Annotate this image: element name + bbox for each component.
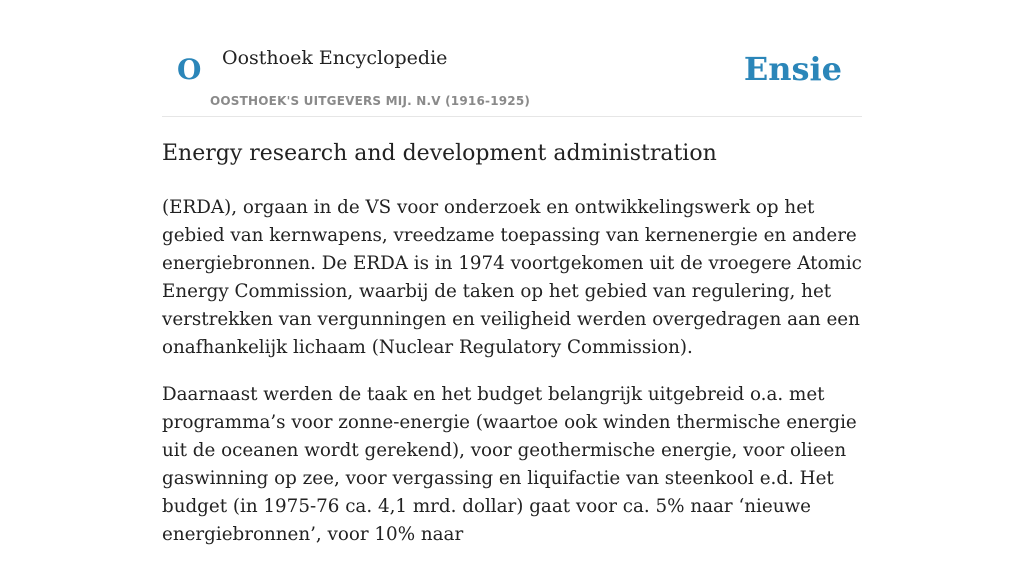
source-logo[interactable]: O <box>177 53 202 86</box>
article-content <box>162 138 862 568</box>
source-subtitle: OOSTHOEK'S UITGEVERS MIJ. N.V (1916-1925) <box>210 94 531 108</box>
source-title-link[interactable]: Oosthoek Encyclopedie <box>222 47 448 69</box>
article-paragraph-1: (ERDA), orgaan in de VS voor onderzoek en ontwikkelingswerk op het gebied van kernwapens, vreedzame toepassing van kernenergie en andere energiebronnen. De ERDA is in 1974 voortgekomen uit de vroegere Atomic Energy Commission, waarbij de taken op het gebied van regulering, het verstrekken van vergunningen en veiligheid werden overgedragen aan een onafhankelijk lichaam (Nuclear Regulatory Commission). <box>162 197 862 358</box>
ensie-logo-link[interactable]: Ensie <box>743 50 842 88</box>
article-paragraph-2: Daarnaast werden de taak en het budget belangrijk uitgebreid o.a. met programma’s voor zonne-energie (waartoe ook winden thermische energie uit de oceanen wordt gerekend), voor geothermische energie, voor olieen gaswinning op zee, voor vergassing en liquifactie van steenkool e.d. Het budget (in 1975-76 ca. 4,1 mrd. dollar) gaat voor ca. 5% naar ‘nieuwe energiebronnen’, voor 10% naar <box>162 384 857 545</box>
source-header <box>162 0 862 117</box>
article-title: Energy research and development administration <box>162 141 717 166</box>
